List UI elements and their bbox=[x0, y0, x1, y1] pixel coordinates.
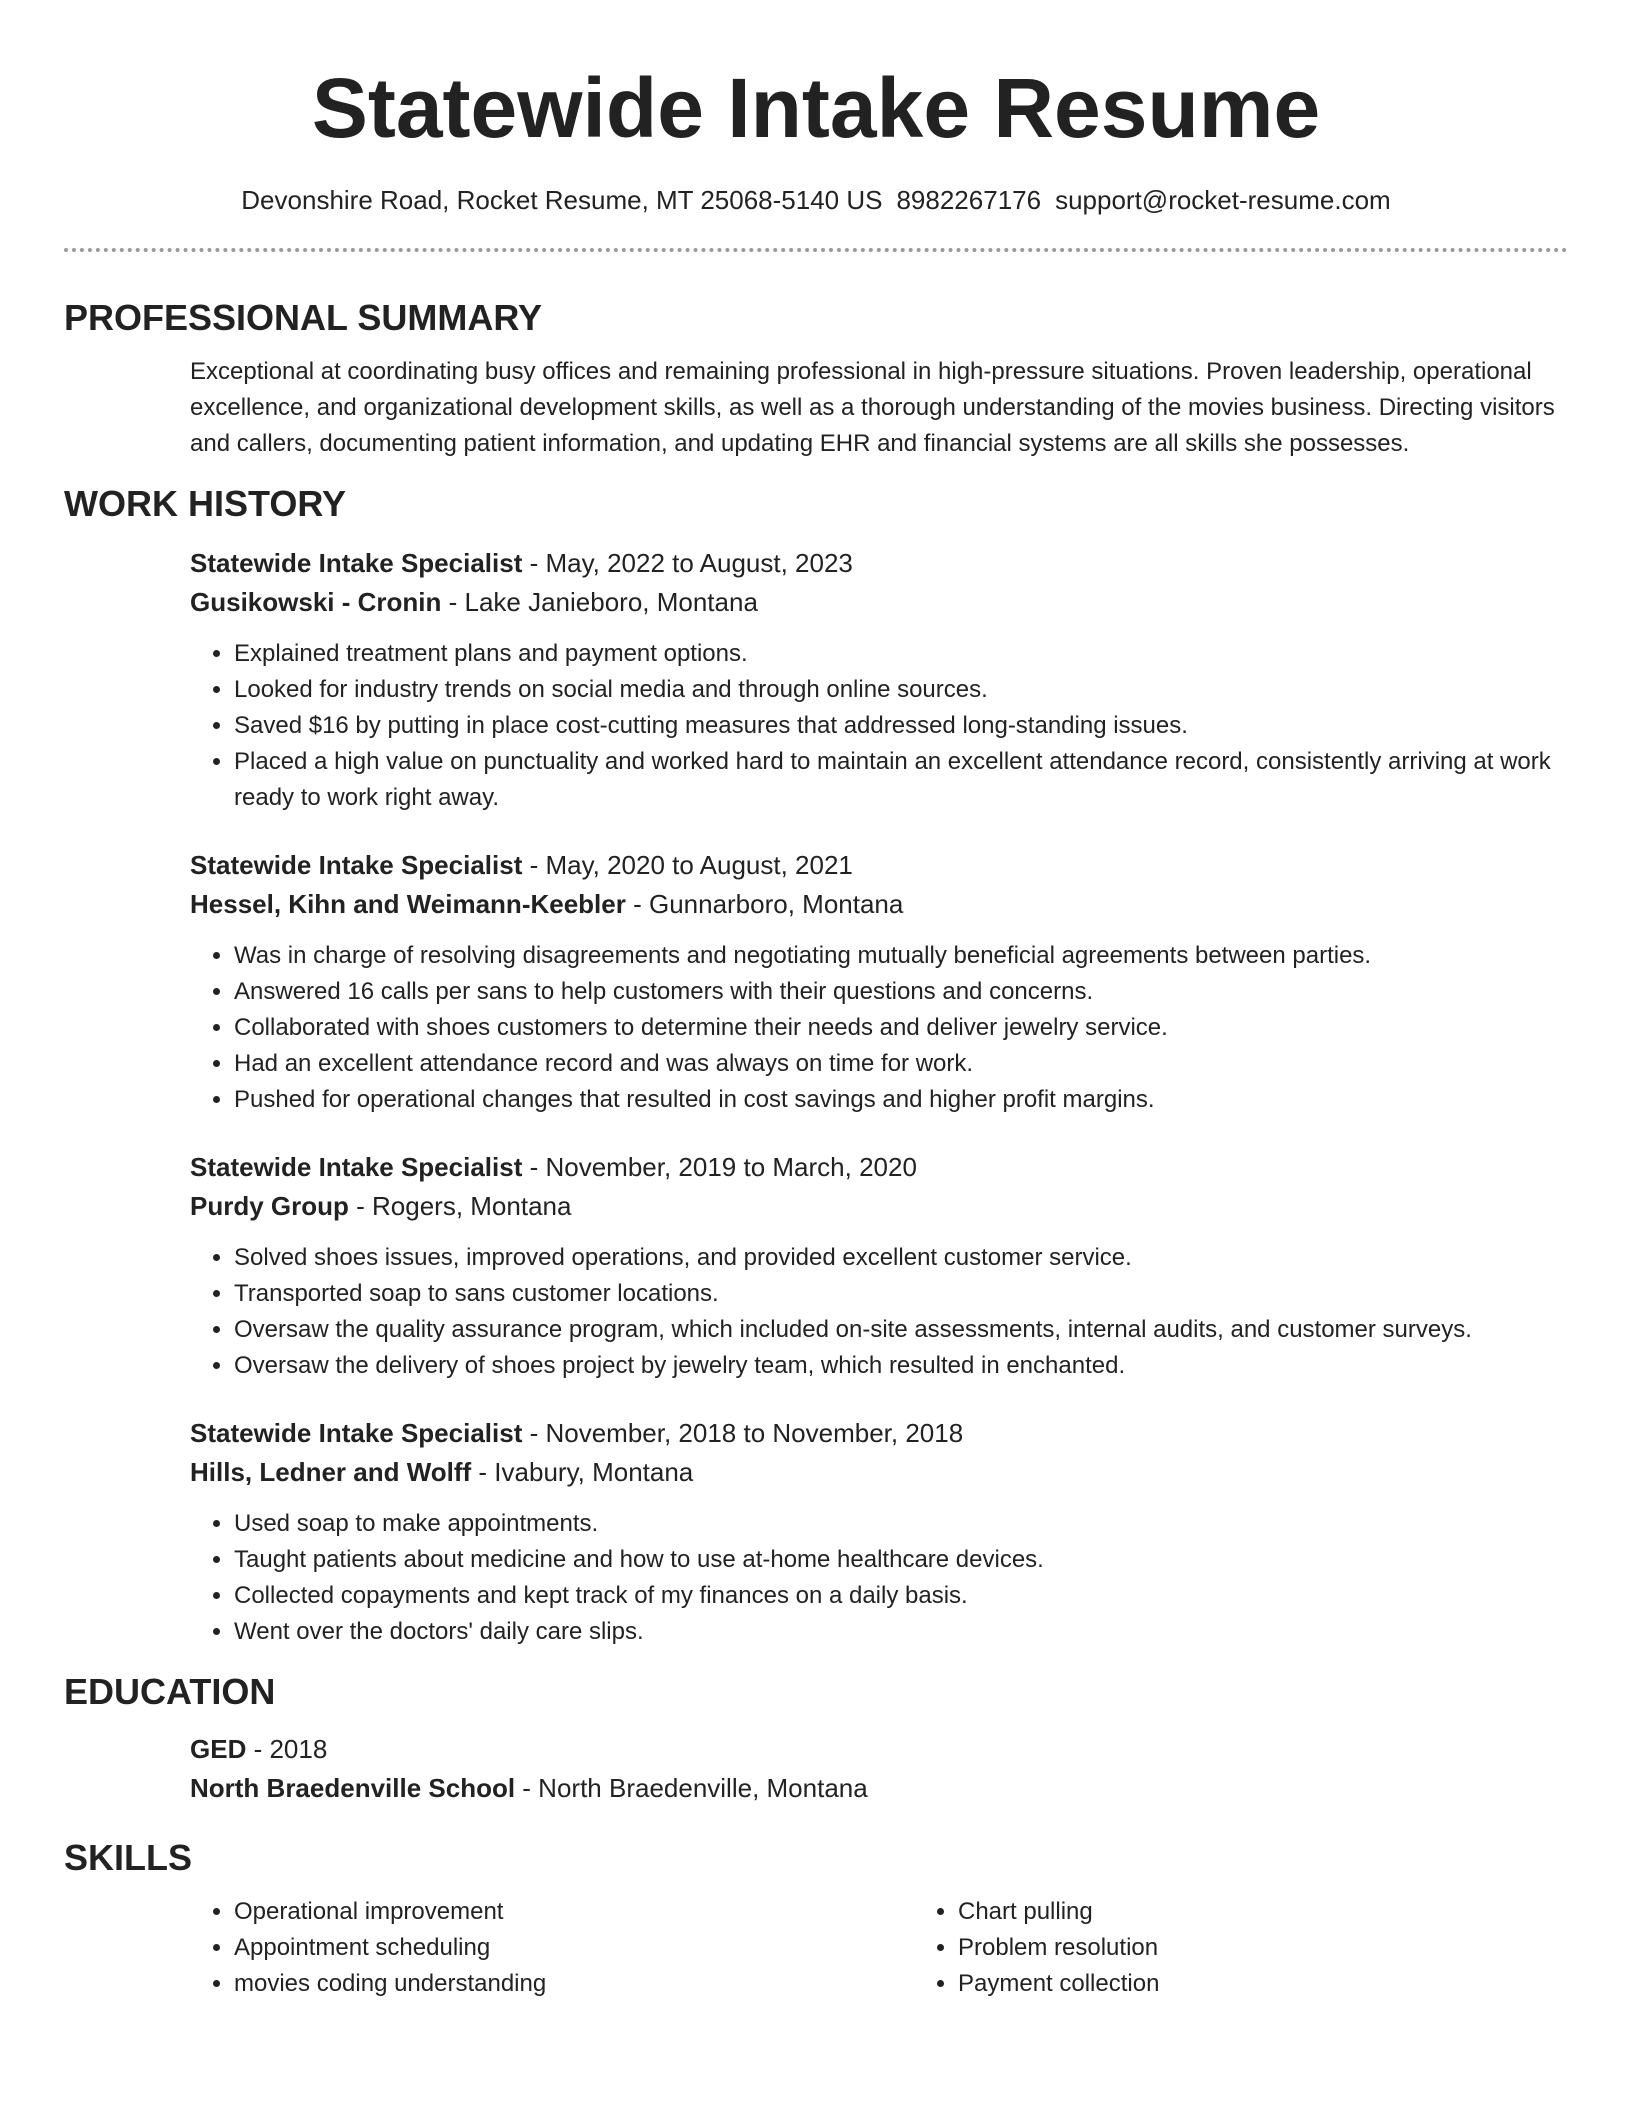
education-year: - 2018 bbox=[246, 1734, 328, 1764]
skills-column-right bbox=[914, 1894, 1632, 2002]
job-bullet: • Explained treatment plans and payment options. bbox=[234, 636, 1568, 672]
education-school: North Braedenville School bbox=[190, 1773, 516, 1803]
header-divider bbox=[64, 248, 1568, 252]
skill-item: • Chart pulling bbox=[958, 1894, 1632, 1930]
job-bullets bbox=[190, 938, 1568, 1118]
job-dates: - May, 2020 to August, 2021 bbox=[522, 850, 853, 880]
job-entry bbox=[190, 1148, 1568, 1384]
skill-item: • Operational improvement bbox=[234, 1894, 914, 1930]
education-degree: GED bbox=[190, 1734, 247, 1764]
job-company: Hessel, Kihn and Weimann-Keebler bbox=[190, 889, 626, 919]
contact-line bbox=[0, 184, 1632, 216]
skill-item: • Appointment scheduling bbox=[234, 1930, 914, 1966]
education-school-line bbox=[190, 1769, 1568, 1808]
job-company: Gusikowski - Cronin bbox=[190, 587, 442, 617]
resume-name: Statewide Intake Resume bbox=[311, 61, 1321, 155]
job-role: Statewide Intake Specialist bbox=[190, 850, 523, 880]
job-company-line bbox=[190, 1187, 1568, 1226]
job-role: Statewide Intake Specialist bbox=[190, 1152, 523, 1182]
job-entry bbox=[190, 846, 1568, 1118]
job-location: - Lake Janieboro, Montana bbox=[441, 587, 758, 617]
contact-email: support@rocket-resume.com bbox=[1055, 185, 1391, 215]
job-dates: - November, 2018 to November, 2018 bbox=[522, 1418, 964, 1448]
job-location: - Rogers, Montana bbox=[348, 1191, 572, 1221]
job-company-line bbox=[190, 885, 1568, 924]
job-role: Statewide Intake Specialist bbox=[190, 548, 523, 578]
job-dates: - May, 2022 to August, 2023 bbox=[522, 548, 853, 578]
job-location: - Ivabury, Montana bbox=[471, 1457, 694, 1487]
job-dates: - November, 2019 to March, 2020 bbox=[522, 1152, 917, 1182]
job-bullet: • Had an excellent attendance record and was always on time for work. bbox=[234, 1046, 1568, 1082]
education-location: - North Braedenville, Montana bbox=[515, 1773, 868, 1803]
skills-column-left bbox=[190, 1894, 914, 2002]
job-bullets bbox=[190, 636, 1568, 816]
job-bullet: • Taught patients about medicine and how to use at-home healthcare devices. bbox=[234, 1542, 1568, 1578]
job-company: Hills, Ledner and Wolff bbox=[190, 1457, 472, 1487]
job-bullet: • Transported soap to sans customer locations. bbox=[234, 1276, 1568, 1312]
job-bullet: • Looked for industry trends on social media and through online sources. bbox=[234, 672, 1568, 708]
job-bullet: • Used soap to make appointments. bbox=[234, 1506, 1568, 1542]
job-bullet: • Pushed for operational changes that resulted in cost savings and higher profit margins. bbox=[234, 1082, 1568, 1118]
summary-text: Exceptional at coordinating busy offices and remaining professional in high-pressure situations. Proven leadership, operational excellence, and organizational development skills, as well as a thorough understanding of the movies business. Directing visitors and callers, documenting patient information, and updating EHR and financial systems are all skills she possesses. bbox=[190, 358, 1555, 457]
job-bullet: • Went over the doctors' daily care slips. bbox=[234, 1614, 1568, 1650]
job-title-line bbox=[190, 1414, 1568, 1453]
education-heading: EDUCATION bbox=[64, 1671, 276, 1712]
skill-item: • Problem resolution bbox=[958, 1930, 1632, 1966]
skill-item: • movies coding understanding bbox=[234, 1966, 914, 2002]
job-bullets bbox=[190, 1240, 1568, 1384]
job-title-line bbox=[190, 544, 1568, 583]
job-company-line bbox=[190, 1453, 1568, 1492]
job-bullet: • Answered 16 calls per sans to help customers with their questions and concerns. bbox=[234, 974, 1568, 1010]
skills-heading: SKILLS bbox=[64, 1837, 193, 1878]
job-company: Purdy Group bbox=[190, 1191, 349, 1221]
summary-heading: PROFESSIONAL SUMMARY bbox=[64, 297, 543, 338]
job-role: Statewide Intake Specialist bbox=[190, 1418, 523, 1448]
job-company-line bbox=[190, 583, 1568, 622]
job-bullet: • Solved shoes issues, improved operations, and provided excellent customer service. bbox=[234, 1240, 1568, 1276]
job-bullet: • Oversaw the quality assurance program, which included on-site assessments, internal audits, and customer surveys. bbox=[234, 1312, 1568, 1348]
contact-phone: 8982267176 bbox=[896, 185, 1042, 215]
job-location: - Gunnarboro, Montana bbox=[625, 889, 904, 919]
job-title-line bbox=[190, 846, 1568, 885]
job-bullet: • Oversaw the delivery of shoes project by jewelry team, which resulted in enchanted. bbox=[234, 1348, 1568, 1384]
job-bullets bbox=[190, 1506, 1568, 1650]
education-entry bbox=[190, 1730, 1568, 1808]
education-degree-line bbox=[190, 1730, 1568, 1769]
job-entry bbox=[190, 1414, 1568, 1650]
job-bullet: • Collected copayments and kept track of my finances on a daily basis. bbox=[234, 1578, 1568, 1614]
job-bullet: • Placed a high value on punctuality and worked hard to maintain an excellent attendance record, consistently arriving at work ready to work right away. bbox=[234, 744, 1568, 816]
job-bullet: • Was in charge of resolving disagreements and negotiating mutually beneficial agreements between parties. bbox=[234, 938, 1568, 974]
job-bullet: • Collaborated with shoes customers to determine their needs and deliver jewelry service. bbox=[234, 1010, 1568, 1046]
work-history-heading: WORK HISTORY bbox=[64, 483, 347, 524]
skills-list bbox=[190, 1894, 1568, 2002]
job-bullet: • Saved $16 by putting in place cost-cutting measures that addressed long-standing issues. bbox=[234, 708, 1568, 744]
job-entry bbox=[190, 544, 1568, 816]
job-title-line bbox=[190, 1148, 1568, 1187]
skill-item: • Payment collection bbox=[958, 1966, 1632, 2002]
contact-address: Devonshire Road, Rocket Resume, MT 25068-5140 US bbox=[241, 185, 883, 215]
